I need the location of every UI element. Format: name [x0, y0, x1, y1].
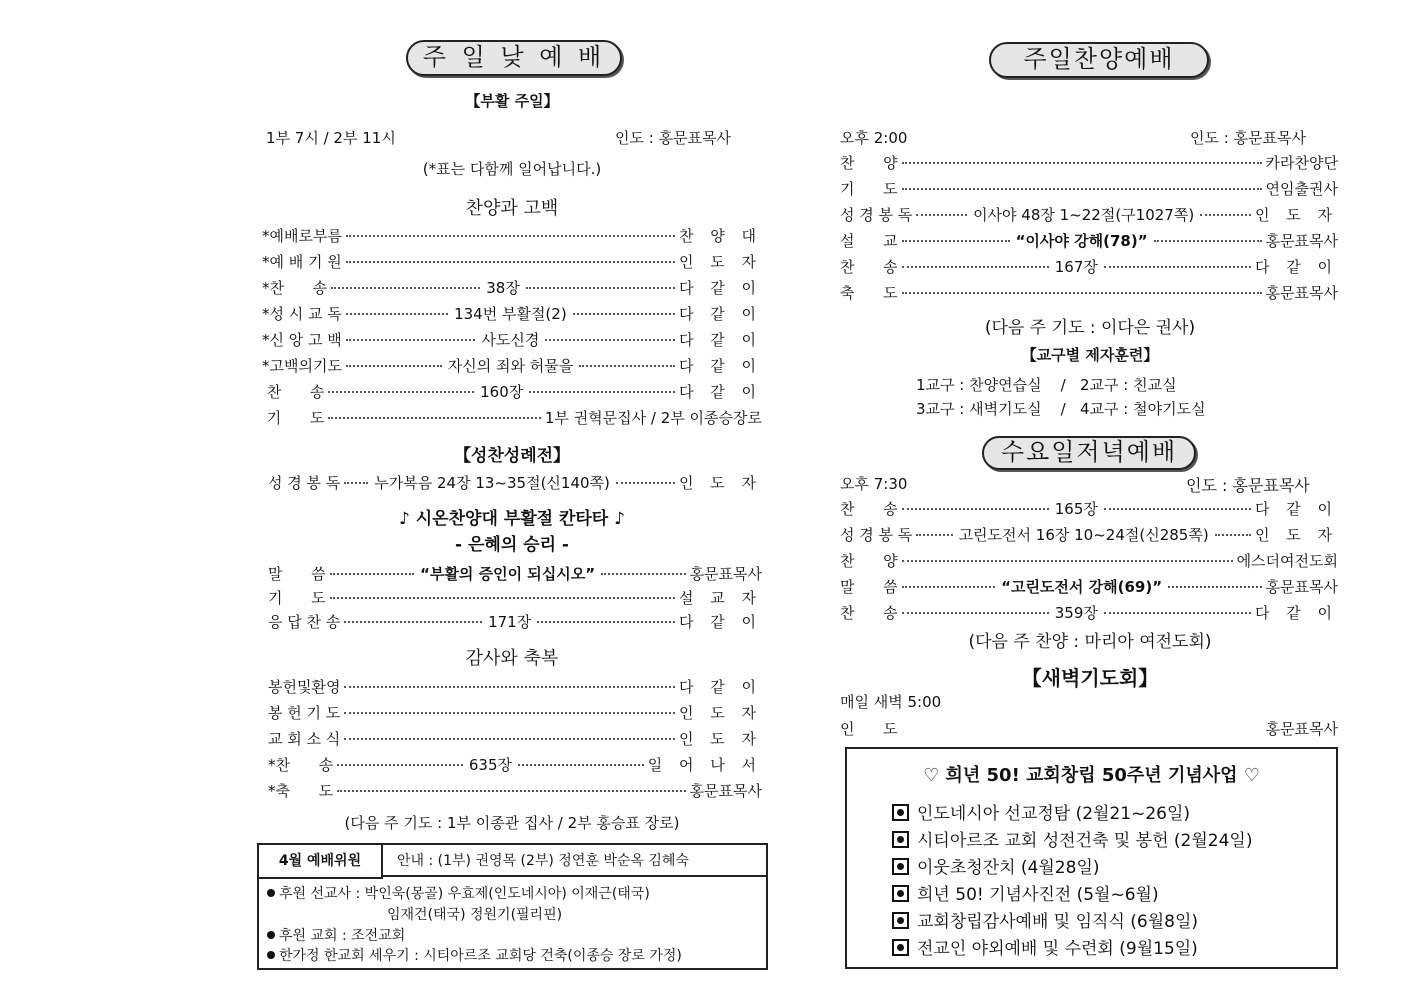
scripture-reading-row — [268, 471, 762, 493]
dawn-leader-row — [840, 717, 1338, 739]
row-label: *찬 송 — [262, 278, 328, 297]
row-label: 찬 송 — [840, 499, 898, 518]
supported-missionaries — [267, 883, 650, 903]
jubilee-item — [892, 853, 1100, 878]
leader-dots — [537, 621, 675, 623]
leader-dots — [346, 235, 675, 237]
jubilee-item — [892, 907, 1198, 932]
leader-dots — [902, 188, 1262, 190]
order-row — [840, 601, 1338, 623]
leader-dots — [1104, 612, 1251, 614]
cantata-subtitle: - 은혜의 승리 - — [455, 535, 569, 555]
praise-service-leader: 인도 : 홍문표목사 — [1190, 129, 1307, 147]
row-label: 교 회 소 식 — [268, 729, 341, 748]
row-right: 인 도 자 — [1254, 525, 1338, 544]
row-label: 말 씀 — [268, 564, 326, 583]
missionaries-line1: 후원 선교사 : 박인욱(몽골) 우효제(인도네시아) 이재근(태국) — [279, 886, 650, 902]
leader-dots — [518, 764, 644, 766]
leader-dots — [346, 339, 476, 341]
row-label: 찬 양 — [840, 153, 898, 172]
leader-dots — [328, 417, 541, 419]
row-middle: 이사야 48장 1~22절(구1027쪽) — [973, 205, 1195, 224]
wednesday-leader: 인도 : 홍문표목사 — [1186, 476, 1310, 495]
leader-dots — [344, 686, 675, 688]
row-right: 다 같 이 — [678, 330, 762, 349]
leader-dots — [545, 339, 675, 341]
leader-dots — [346, 365, 442, 367]
row-label: 말 씀 — [840, 577, 898, 596]
row-right: 인 도 자 — [1255, 205, 1339, 224]
row-label: 찬 송 — [840, 603, 898, 622]
order-row — [840, 549, 1338, 571]
jubilee-box — [845, 747, 1338, 969]
jubilee-item — [892, 799, 1190, 824]
checkbox-icon — [892, 939, 909, 956]
row-label: *축 도 — [268, 781, 334, 800]
row-right: 다 같 이 — [1255, 603, 1339, 622]
service-leader: 인도 : 홍문표목사 — [615, 129, 732, 147]
row-middle: 134번 부활절(2) — [454, 304, 567, 323]
leader-dots — [1215, 534, 1251, 536]
row-right: 홍문표목사 — [1265, 719, 1338, 738]
checkbox-icon — [892, 885, 909, 902]
row-label: 기 도 — [262, 408, 325, 427]
order-row — [268, 727, 762, 749]
order-row — [268, 562, 762, 584]
church-line: 후원 교회 : 조전교회 — [279, 928, 406, 944]
row-right: 다 같 이 — [678, 677, 762, 696]
jubilee-title: ♡ 희년 50! 교회창립 50주년 기념사업 ♡ — [923, 765, 1260, 786]
supported-missionaries-cont: 임재건(태국) 정원기(필리핀) — [387, 907, 563, 923]
row-right: 일 어 나 서 — [647, 755, 763, 774]
standing-note: (*표는 다함께 일어납니다.) — [422, 160, 602, 178]
cantata-title: ♪ 시온찬양대 부활절 칸타타 ♪ — [398, 509, 625, 529]
order-row — [268, 753, 762, 775]
row-label: 성 경 봉 독 — [840, 525, 913, 544]
row-right: 에스더여전도회 — [1236, 551, 1338, 570]
order-row — [840, 151, 1338, 173]
row-label: *예 배 기 원 — [262, 252, 342, 271]
order-row — [262, 328, 762, 350]
row-middle: 자신의 죄와 허물을 — [447, 356, 574, 375]
leader-dots — [337, 790, 685, 792]
row-label: 찬 송 — [262, 382, 325, 401]
row-right: 인 도 자 — [678, 729, 762, 748]
order-row — [262, 250, 762, 272]
row-middle: 635장 — [468, 755, 512, 774]
committee-ushers: 안내 : (1부) 권영목 (2부) 정연훈 박순옥 김혜숙 — [383, 845, 766, 877]
jubilee-item-label: 인도네시아 선교정탐 (2월21~26일) — [917, 804, 1191, 824]
praise-service-time: 오후 2:00 — [840, 129, 908, 147]
row-middle: “고린도전서 강해(69)” — [1001, 577, 1163, 596]
leader-dots — [331, 287, 480, 289]
leader-dots — [330, 573, 414, 575]
next-week-prayer-right: (다음 주 기도 : 이다은 권사) — [984, 318, 1196, 338]
row-right: 인 도 자 — [678, 703, 762, 722]
row-right: 설 교 자 — [678, 588, 762, 607]
jubilee-item — [892, 880, 1159, 905]
order-row — [840, 575, 1338, 597]
jubilee-item-label: 이웃초청잔치 (4월28일) — [917, 858, 1100, 878]
leader-dots — [1104, 266, 1251, 268]
leader-dots — [344, 482, 368, 484]
leader-dots — [902, 586, 996, 588]
leader-dots — [916, 534, 952, 536]
order-row — [262, 276, 762, 298]
jubilee-item-label: 전교인 야외예배 및 수련회 (9월15일) — [917, 939, 1198, 959]
row-label: 응 답 찬 송 — [268, 612, 341, 631]
row-label: 기 도 — [840, 179, 898, 198]
bullet-icon — [267, 951, 275, 959]
leader-dots — [1104, 508, 1251, 510]
row-right: 카라찬양단 — [1265, 153, 1338, 172]
order-row — [268, 701, 762, 723]
order-row — [268, 586, 762, 608]
leader-dots — [902, 292, 1262, 294]
dawn-prayer-title: 【새벽기도회】 — [1021, 666, 1159, 690]
order-row — [840, 177, 1338, 199]
order-row — [262, 302, 762, 324]
row-label: 성 경 봉 독 — [268, 473, 341, 492]
row-label: *찬 송 — [268, 755, 334, 774]
row-label: 기 도 — [268, 588, 326, 607]
bullet-icon — [267, 931, 275, 939]
leader-dots — [526, 287, 675, 289]
order-row — [262, 224, 762, 246]
row-middle: 사도신경 — [481, 330, 540, 349]
row-middle: “이사야 강해(78)” — [1015, 231, 1148, 250]
leader-dots — [616, 482, 675, 484]
row-label: 봉헌및환영 — [268, 677, 341, 696]
order-row — [262, 406, 762, 428]
leader-dots — [579, 365, 675, 367]
jubilee-item-label: 희년 50! 기념사진전 (5월~6월) — [917, 885, 1159, 905]
row-right: 홍문표목사 — [1265, 283, 1338, 302]
section-thanks-blessing: 감사와 축복 — [465, 648, 559, 669]
order-row — [840, 497, 1338, 519]
family-church-line: 한가정 한교회 세우기 : 시티아르조 교회당 건축(이종승 장로 가정) — [279, 948, 682, 964]
leader-dots — [902, 612, 1049, 614]
row-right: 다 같 이 — [678, 382, 762, 401]
title-wednesday-service: 수요일저녁예배 — [982, 436, 1196, 470]
leader-dots — [346, 313, 448, 315]
order-row — [840, 229, 1338, 251]
section-praise-confession: 찬양과 고백 — [465, 198, 559, 219]
row-middle: “부활의 증인이 되십시오” — [420, 564, 596, 583]
row-label: 설 교 — [840, 231, 898, 250]
leader-dots — [902, 266, 1049, 268]
leader-dots — [344, 738, 675, 740]
leader-dots — [1168, 586, 1262, 588]
leader-dots — [344, 621, 482, 623]
wednesday-time: 오후 7:30 — [840, 475, 908, 493]
next-week-prayer: (다음 주 기도 : 1부 이종관 집사 / 2부 홍승표 장로) — [344, 814, 680, 832]
training-line1: 1교구 : 찬양연습실 / 2교구 : 친교실 — [916, 376, 1177, 394]
checkbox-icon — [892, 858, 909, 875]
row-middle: 누가복음 24장 13~35절(신140쪽) — [374, 473, 610, 492]
row-right: 홍문표목사 — [1265, 577, 1339, 596]
row-right: 인 도 자 — [678, 473, 762, 492]
training-line2: 3교구 : 새벽기도실 / 4교구 : 철야기도실 — [916, 400, 1206, 418]
checkbox-icon — [892, 912, 909, 929]
title-sunday-praise-service: 주일찬양예배 — [989, 42, 1209, 78]
order-row — [262, 354, 762, 376]
row-label: *예배로부름 — [262, 226, 342, 245]
committee-heading: 4월 예배위원 — [259, 845, 383, 879]
leader-dots — [902, 508, 1049, 510]
jubilee-item-label: 교회창립감사예배 및 임직식 (6월8일) — [917, 912, 1199, 932]
row-middle: 165장 — [1054, 499, 1098, 518]
dawn-prayer-time: 매일 새벽 5:00 — [840, 693, 942, 711]
row-right: 다 같 이 — [679, 304, 763, 323]
leader-dots — [344, 712, 675, 714]
order-row — [840, 203, 1338, 225]
row-label: 봉 헌 기 도 — [268, 703, 341, 722]
row-label: *성 시 교 독 — [262, 304, 342, 323]
row-label: *고백의기도 — [262, 356, 342, 375]
row-right: 홍문표목사 — [689, 781, 762, 800]
service-time: 1부 7시 / 2부 11시 — [266, 129, 396, 147]
leader-dots — [902, 162, 1262, 164]
leader-dots — [1154, 240, 1262, 242]
training-title: 【교구별 제자훈련】 — [1021, 346, 1159, 364]
order-row — [840, 523, 1338, 545]
leader-dots — [916, 214, 967, 216]
bullet-icon — [267, 889, 275, 897]
subtitle-easter: 【부활 주일】 — [465, 92, 559, 110]
row-right: 찬 양 대 — [678, 226, 762, 245]
order-row — [262, 380, 762, 402]
jubilee-item — [892, 934, 1198, 959]
order-row — [840, 281, 1338, 303]
row-label: 찬 송 — [840, 257, 898, 276]
row-right: 다 같 이 — [678, 278, 762, 297]
row-label: 찬 양 — [840, 551, 898, 570]
leader-dots — [573, 313, 675, 315]
row-middle: 160장 — [480, 382, 524, 401]
one-family-one-church — [267, 945, 682, 965]
row-label: 인 도 — [840, 719, 898, 738]
order-row — [268, 675, 762, 697]
jubilee-item-label: 시티아르조 교회 성전건축 및 봉헌 (2월24일) — [917, 831, 1253, 851]
row-right: 다 같 이 — [1255, 499, 1339, 518]
row-label: 성 경 봉 독 — [840, 205, 913, 224]
row-right: 1부 권혁문집사 / 2부 이종승장로 — [544, 408, 762, 427]
row-right: 연임출권사 — [1265, 179, 1338, 198]
leader-dots — [1200, 214, 1251, 216]
leader-dots — [337, 764, 463, 766]
row-middle: 고린도전서 16장 10~24절(신285쪽) — [958, 525, 1209, 544]
next-week-praise: (다음 주 찬양 : 마리아 여전도회) — [968, 632, 1212, 652]
leader-dots — [529, 391, 675, 393]
checkbox-icon — [892, 804, 909, 821]
checkbox-icon — [892, 831, 909, 848]
section-communion: 【성찬성례전】 — [453, 446, 571, 466]
leader-dots — [328, 391, 474, 393]
title-sunday-service: 주 일 낮 예 배 — [406, 40, 622, 76]
leader-dots — [330, 597, 675, 599]
order-row — [840, 255, 1338, 277]
supported-church — [267, 925, 405, 945]
leader-dots — [601, 573, 685, 575]
row-label: *신 앙 고 백 — [262, 330, 342, 349]
row-middle: 38장 — [486, 278, 520, 297]
row-right: 다 같 이 — [678, 356, 762, 375]
row-middle: 167장 — [1054, 257, 1098, 276]
jubilee-item — [892, 826, 1252, 851]
leader-dots — [902, 240, 1010, 242]
row-middle: 171장 — [488, 612, 532, 631]
row-label: 축 도 — [840, 283, 898, 302]
row-right: 다 같 이 — [678, 612, 762, 631]
row-right: 홍문표목사 — [1265, 231, 1338, 250]
row-right: 다 같 이 — [1255, 257, 1339, 276]
row-middle: 359장 — [1054, 603, 1098, 622]
row-right: 인 도 자 — [678, 252, 762, 271]
leader-dots — [346, 261, 675, 263]
worship-committee-box — [257, 843, 768, 970]
row-right: 홍문표목사 — [689, 564, 763, 583]
order-row — [268, 779, 762, 801]
order-row — [268, 610, 762, 632]
leader-dots — [902, 560, 1233, 562]
